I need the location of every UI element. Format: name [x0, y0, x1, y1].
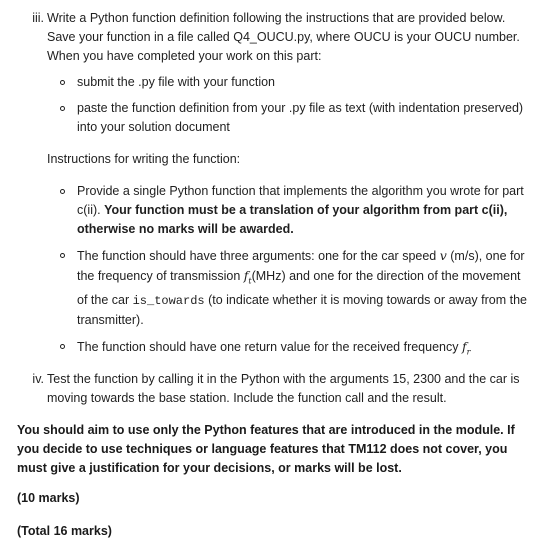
bullet-icon — [60, 253, 65, 258]
bullet-submit-py: submit the .py file with your function — [47, 73, 534, 92]
is-towards-code: is_towards — [132, 293, 205, 308]
bullet-icon — [60, 189, 65, 194]
submission-bullets — [47, 73, 534, 137]
marks: (10 marks) — [17, 491, 80, 505]
speed-symbol: v — [439, 248, 447, 263]
bullet-icon — [60, 106, 65, 111]
instruction-single-function: Provide a single Python function that implements the algorithm you wrote for part c(ii). Your function must be a translation of your algorithm from part c(ii), otherwise no marks will be awarded. — [47, 182, 534, 239]
item-iii — [22, 9, 534, 361]
transmit-frequency-symbol: $f_t$ — [243, 268, 252, 286]
item-iv-text: Test the function by calling it in the Python with the arguments 15, 2300 and the car is moving towards the base station. Include the function call and the result. — [47, 372, 520, 405]
bold-warning: Your function must be a translation of your algorithm from part c(ii), otherwise no marks will be awarded. — [77, 203, 508, 236]
instruction-return-value: The function should have one return value for the received frequency $f_r$ — [47, 337, 534, 362]
instructions-label: Instructions for writing the function: — [47, 152, 241, 166]
item-iv-number: iv. — [32, 372, 44, 386]
item-iii-text: Write a Python function definition following the instructions that are provided below. Save your function in a file called Q4_OUCU.py, where OUCU is your OUCU number. When you have completed your work on this part: — [47, 11, 520, 63]
item-iii-number: iii. — [32, 11, 44, 25]
instruction-arguments: The function should have three arguments: one for the car speed v (m/s), one for the frequency of transmission $f_t(MHz)$ and one for the direction of the movement of the car is_towards (to indicate whether it is moving towards or away from the transmitter). — [47, 246, 534, 330]
received-frequency-symbol: $f_r$ — [461, 338, 471, 356]
total-marks: (Total 16 marks) — [17, 524, 112, 538]
bullet-icon — [60, 344, 65, 349]
bullet-icon — [60, 80, 65, 85]
bullet-paste-definition: paste the function definition from your .py file as text (with indentation preserved) into your solution document — [47, 99, 534, 137]
module-features-note: You should aim to use only the Python features that are introduced in the module. If you decide to use techniques or language features that TM112 does not cover, you must give a justification for your decisions, or marks will be lost. — [17, 423, 515, 475]
item-iv — [22, 370, 534, 408]
